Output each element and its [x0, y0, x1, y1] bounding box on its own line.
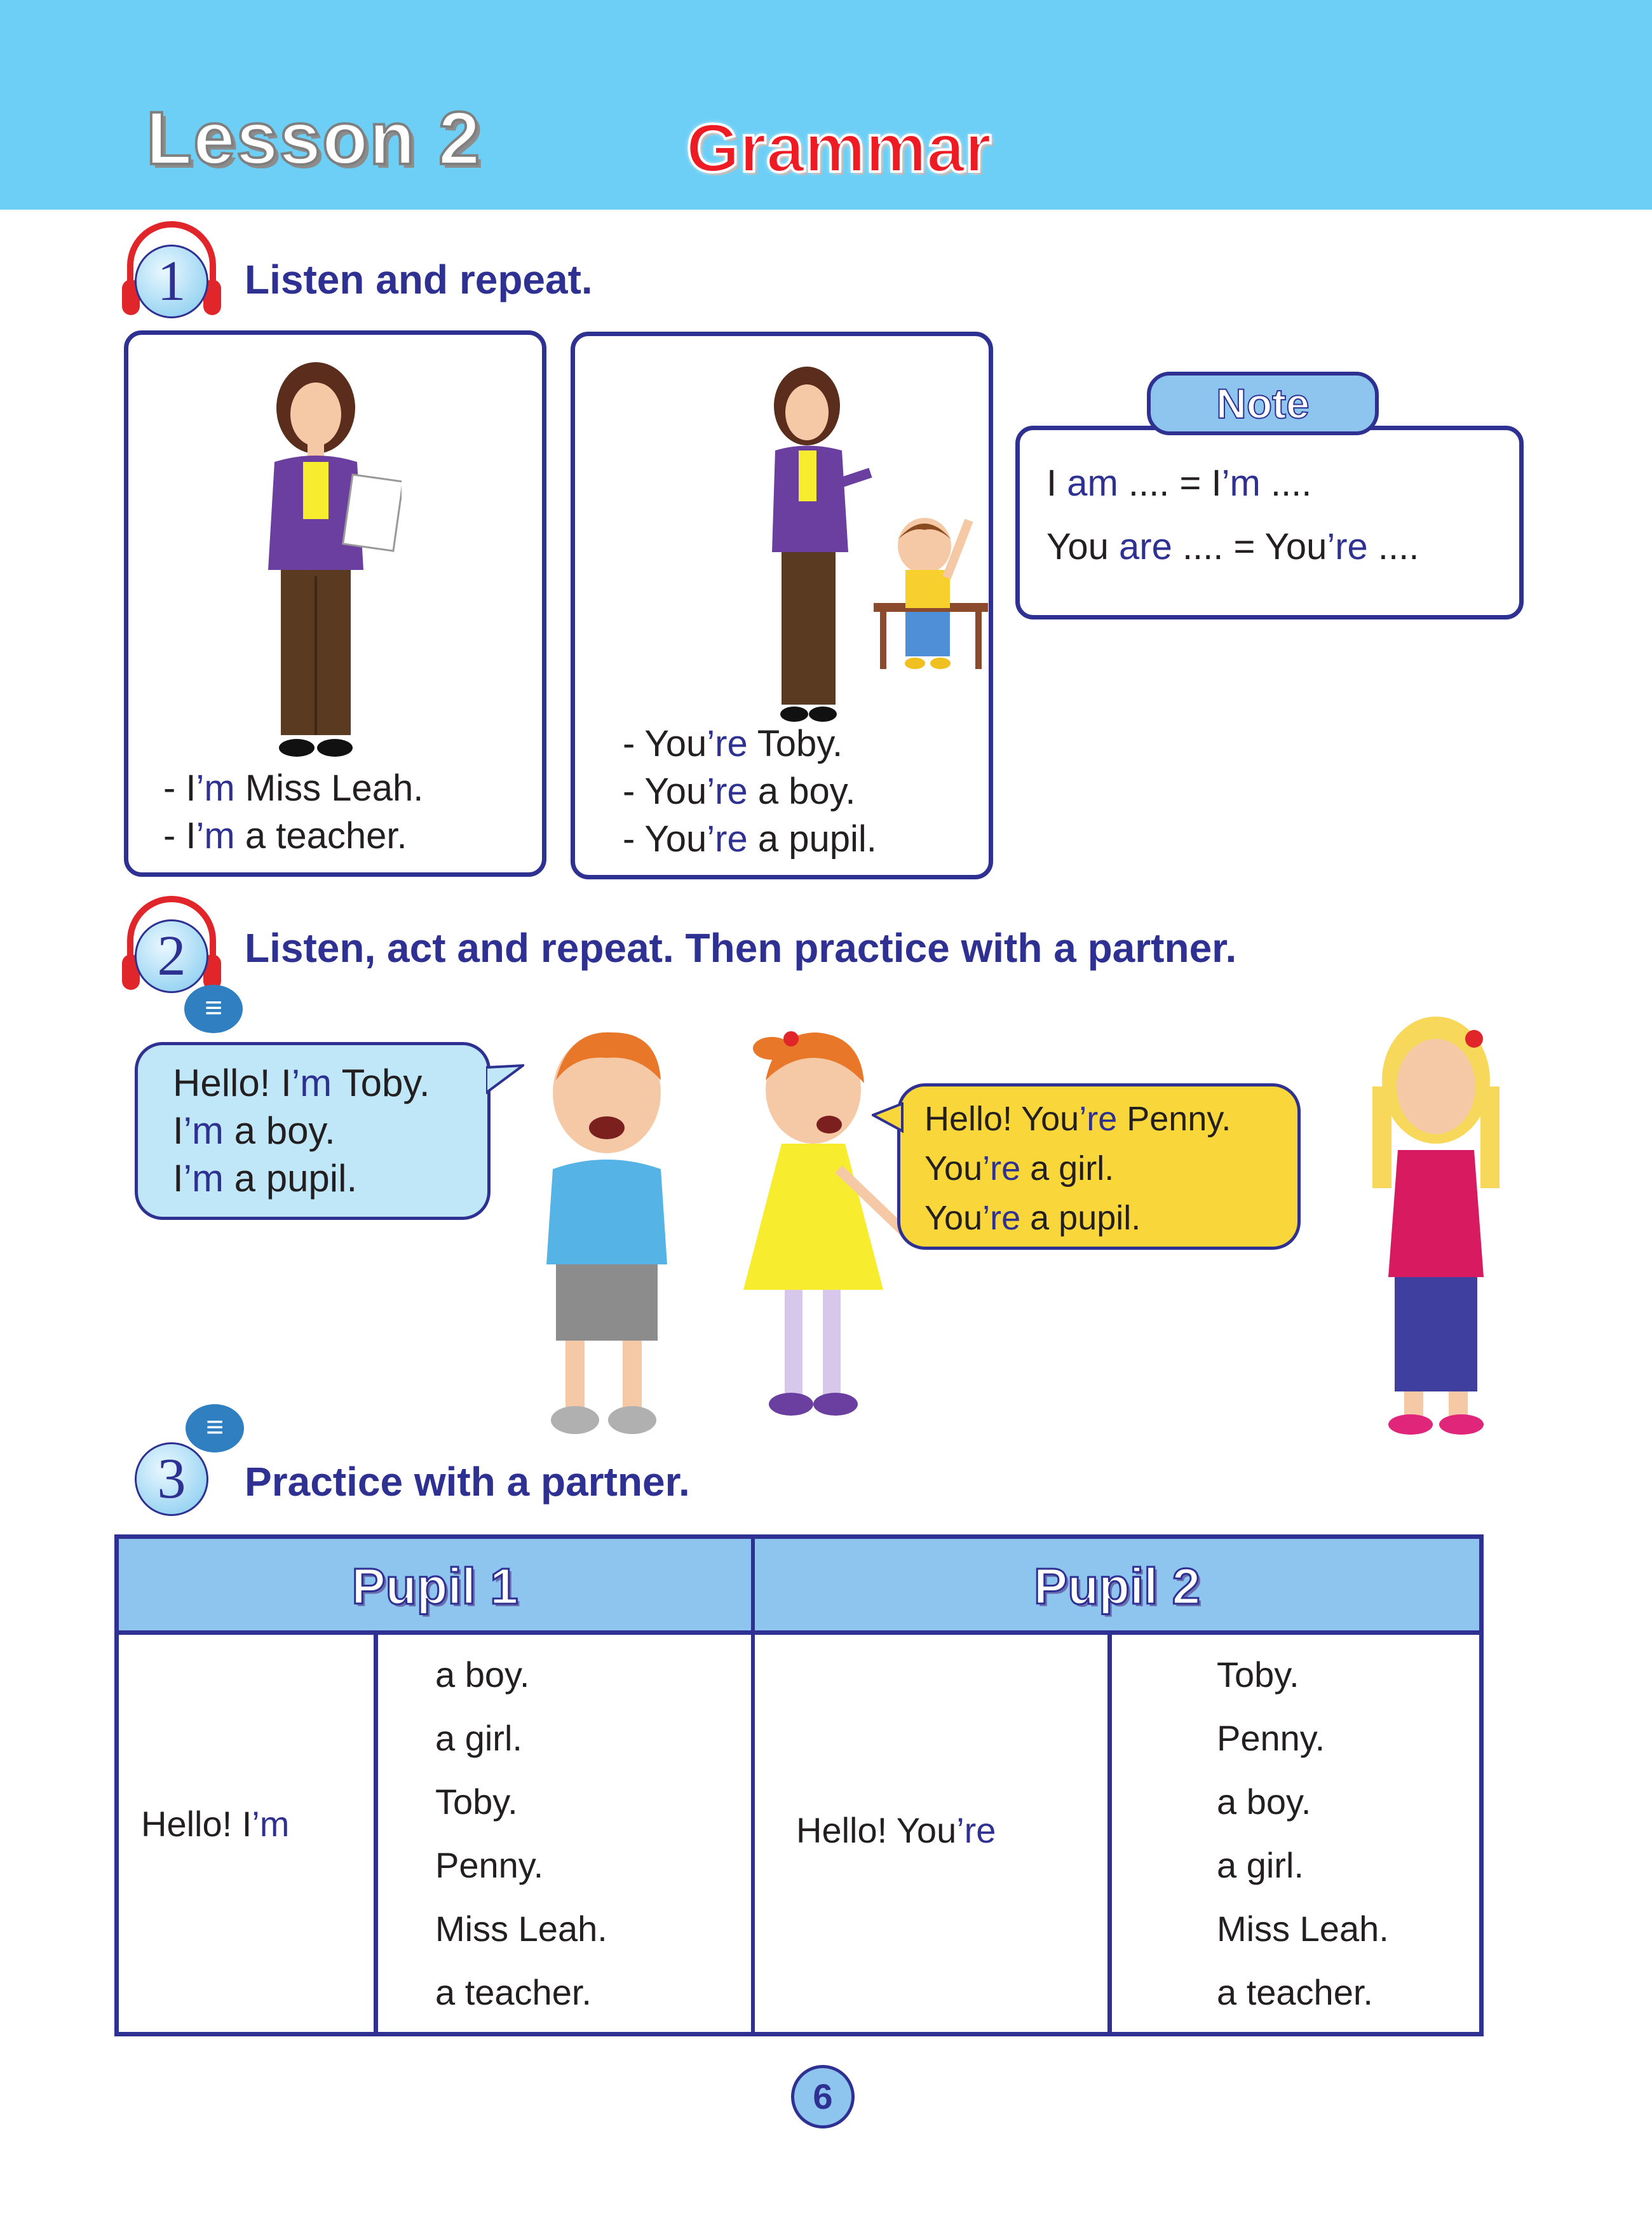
note-box: [1015, 426, 1524, 619]
pupil1-option: Penny.: [435, 1845, 544, 1885]
boy-line-3: I’m a pupil.: [173, 1157, 358, 1200]
panel2-line-2: - You’re a boy.: [623, 771, 856, 812]
pupil1-option: Miss Leah.: [435, 1909, 607, 1949]
panel2-line-3: - You’re a pupil.: [623, 818, 877, 860]
note-label: Note: [1147, 372, 1379, 435]
teacher-panel: [124, 330, 546, 877]
page-number: 6: [791, 2065, 855, 2128]
pupil2-options-cell: [1112, 1635, 1484, 2036]
chat-icon: ≡: [184, 985, 243, 1033]
pupil2-option: a teacher.: [1217, 1972, 1373, 2012]
exercise-2-title: Listen, act and repeat. Then practice with a partner.: [245, 925, 1237, 971]
toby-illustration: [531, 1023, 677, 1442]
note-line-1: I am .... = I’m ....: [1046, 463, 1312, 504]
pupil2-option: Toby.: [1217, 1655, 1299, 1695]
pupil2-option: Miss Leah.: [1217, 1909, 1389, 1949]
pupil2-stem-cell: [753, 1635, 1112, 2036]
pupil1-option: a teacher.: [435, 1972, 592, 2012]
exercise-3-title: Practice with a partner.: [245, 1459, 690, 1505]
exercise-3-number: 3: [135, 1442, 208, 1516]
boy-raising-hand-illustration: [867, 495, 994, 686]
panel1-line-2: - I’m a teacher.: [163, 815, 407, 856]
table-header-pupil-1: Pupil 1: [114, 1534, 753, 1635]
teacher-pointing-illustration: [747, 362, 874, 730]
practice-table: [114, 1534, 1484, 2036]
note-line-2: You are .... = You’re ....: [1046, 526, 1419, 567]
pupil2-option: Penny.: [1217, 1718, 1325, 1758]
bubble-tail-girl: [872, 1102, 904, 1134]
pupil1-option: a girl.: [435, 1718, 522, 1758]
section-title: Grammar: [686, 109, 992, 186]
pupil2-option: a girl.: [1217, 1845, 1304, 1885]
girl-speech-bubble: [897, 1083, 1301, 1250]
boy-line-2: I’m a boy.: [173, 1109, 335, 1152]
girl-line-3: You’re a pupil.: [924, 1199, 1141, 1237]
teacher-illustration: [236, 360, 402, 767]
teacher-pupil-panel: [571, 332, 993, 879]
table-header-pupil-2: Pupil 2: [753, 1534, 1484, 1635]
pupil1-stem: Hello! I’m: [141, 1804, 290, 1844]
panel2-line-1: - You’re Toby.: [623, 723, 843, 764]
chat-icon-3: ≡: [186, 1404, 244, 1452]
girl-pointing-illustration: [737, 1023, 921, 1442]
lesson-title: Lesson 2: [146, 97, 482, 180]
pupil2-option: a boy.: [1217, 1782, 1311, 1822]
pupil1-options-cell: [378, 1635, 753, 2036]
boy-speech-bubble: [135, 1042, 491, 1220]
girl-line-2: You’re a girl.: [924, 1149, 1114, 1188]
girl-line-1: Hello! You’re Penny.: [924, 1100, 1231, 1138]
exercise-2-number: 2: [135, 919, 208, 993]
pupil1-stem-cell: [114, 1635, 378, 2036]
bubble-tail-boy: [486, 1064, 524, 1096]
exercise-1-title: Listen and repeat.: [245, 257, 593, 302]
pupil1-option: a boy.: [435, 1655, 530, 1695]
pupil1-option: Toby.: [435, 1782, 518, 1822]
exercise-1-number: 1: [135, 245, 208, 318]
boy-line-1: Hello! I’m Toby.: [173, 1062, 430, 1104]
pupil2-stem: Hello! You’re: [796, 1810, 996, 1850]
penny-illustration: [1360, 1010, 1512, 1442]
panel1-line-1: - I’m Miss Leah.: [163, 768, 424, 809]
